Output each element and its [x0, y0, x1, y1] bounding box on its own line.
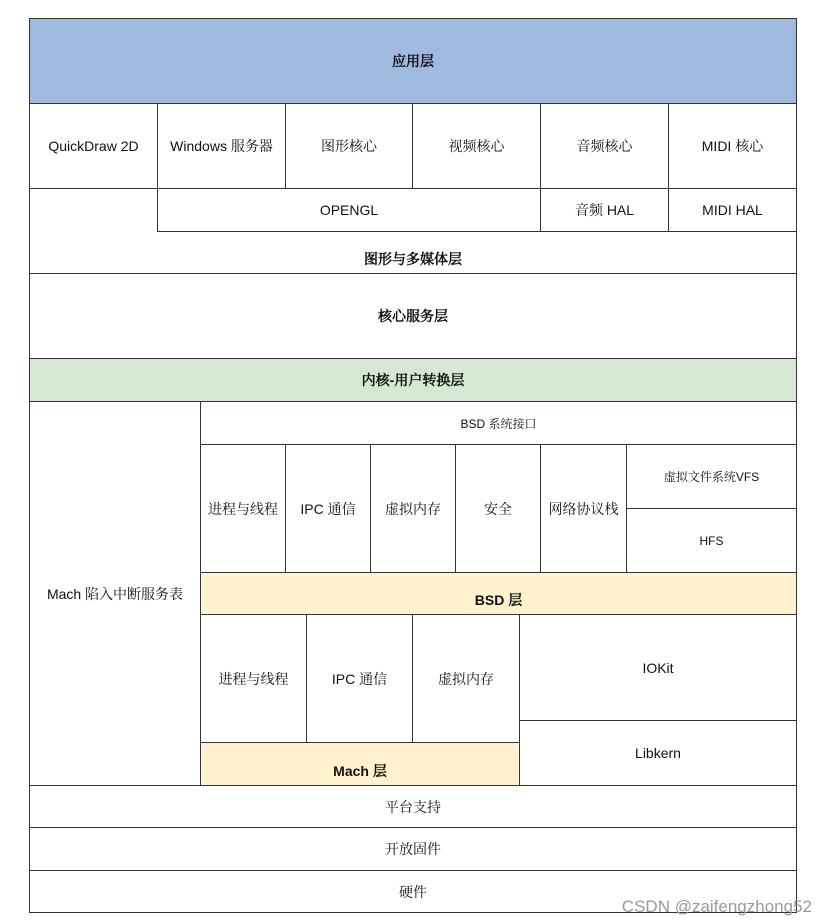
graphics-layer: 图形与多媒体层 [29, 103, 797, 274]
video-core-box: 视频核心 [412, 103, 541, 189]
platform-support: 平台支持 [29, 785, 797, 828]
bsd-process-box: 进程与线程 [200, 444, 286, 573]
bsd-ipc-box: IPC 通信 [285, 444, 371, 573]
bsd-layer: BSD 层 [200, 572, 797, 615]
graphics-core-box: 图形核心 [285, 103, 413, 189]
libkern-box: Libkern [519, 720, 797, 786]
app-layer: 应用层 [29, 18, 797, 104]
mach-trap-table: Mach 陷入中断服务表 [29, 401, 201, 786]
quickdraw-box: QuickDraw 2D [29, 103, 158, 189]
mach-layer: Mach 层 [200, 742, 520, 786]
mach-process-box: 进程与线程 [200, 614, 307, 743]
audio-hal-box: 音频 HAL [540, 188, 669, 232]
audio-core-box: 音频核心 [540, 103, 669, 189]
vfs-box: 虚拟文件系统VFS [626, 444, 797, 509]
bsd-network-box: 网络协议栈 [540, 444, 627, 573]
midi-core-box: MIDI 核心 [668, 103, 797, 189]
hardware: 硬件 [29, 870, 797, 913]
bsd-syscall-box: BSD 系统接口 [200, 401, 797, 445]
windows-server-box: Windows 服务器 [157, 103, 286, 189]
open-firmware: 开放固件 [29, 827, 797, 871]
watermark: CSDN @zaifengzhong52 [621, 897, 812, 916]
opengl-box: OPENGL [157, 188, 541, 232]
transition-layer: 内核-用户转换层 [29, 358, 797, 402]
iokit-box: IOKit [519, 614, 797, 721]
bsd-security-box: 安全 [455, 444, 541, 573]
core-services-layer: 核心服务层 [29, 273, 797, 359]
bsd-vm-box: 虚拟内存 [370, 444, 456, 573]
mach-ipc-box: IPC 通信 [306, 614, 413, 743]
hfs-box: HFS [626, 508, 797, 573]
mach-vm-box: 虚拟内存 [412, 614, 520, 743]
midi-hal-box: MIDI HAL [668, 188, 797, 232]
